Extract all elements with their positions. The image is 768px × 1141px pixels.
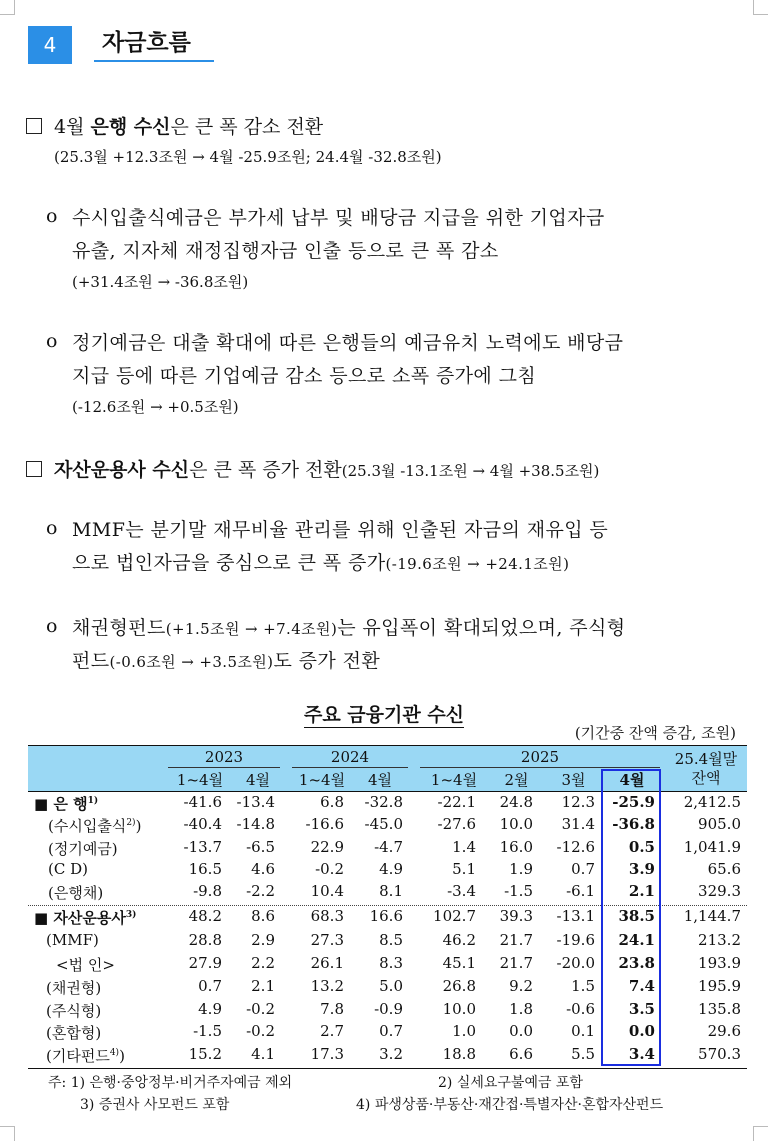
year-header: 2023 — [204, 748, 244, 766]
table-top-rule — [28, 745, 747, 746]
value-cell: 0.1 — [571, 1022, 595, 1040]
period-subheader: 4월 — [245, 771, 271, 789]
footnote-marker: 1) — [87, 796, 99, 806]
row-label-text: ■ 자산운용사 — [34, 909, 126, 927]
year-header: 2025 — [520, 748, 560, 766]
row-label — [34, 907, 136, 928]
bold-text: 자산운용사 수신 — [54, 459, 190, 481]
value-cell: 1.4 — [452, 838, 476, 856]
value-cell: 22.9 — [310, 838, 344, 856]
value-cell: 48.2 — [188, 907, 222, 925]
bullet-text-line — [72, 613, 626, 640]
value-cell: 0.0 — [509, 1022, 533, 1040]
value-cell: 3.9 — [628, 860, 655, 878]
row-label-text: (C D) — [48, 860, 88, 878]
bullet-sub-figures: (-12.6조원 → +0.5조원) — [72, 398, 239, 416]
value-cell: 9.2 — [509, 977, 533, 995]
value-cell: 21.7 — [499, 931, 533, 949]
value-cell: 2.2 — [251, 954, 275, 972]
value-cell: 5.1 — [452, 860, 476, 878]
period-subheader: 1~4월 — [176, 771, 224, 789]
value-cell: 1.9 — [509, 860, 533, 878]
balance-cell: 2,412.5 — [683, 793, 741, 811]
value-cell: 8.6 — [251, 907, 275, 925]
value-cell: 16.0 — [499, 838, 533, 856]
footnote: 주: 1) 은행·중앙정부·비거주자예금 제외 — [48, 1075, 293, 1091]
value-cell: 1.5 — [571, 977, 595, 995]
table-title-text: 주요 금융기관 수신 — [303, 704, 465, 726]
period-subheader: 3월 — [561, 771, 586, 789]
row-label-text: (채권형) — [46, 979, 102, 997]
inline-figures: (-19.6조원 → +24.1조원) — [385, 555, 570, 573]
balance-header: 잔액 — [691, 769, 721, 787]
value-cell: 4.9 — [198, 1000, 222, 1018]
table-unit-note: (기간중 잔액 증감, 조원) — [574, 724, 736, 742]
value-cell: 27.9 — [188, 954, 222, 972]
value-cell: -45.0 — [364, 815, 403, 833]
inline-figures: (+1.5조원 → +7.4조원) — [165, 620, 338, 638]
value-cell: -40.4 — [183, 815, 222, 833]
value-cell: 39.3 — [499, 907, 533, 925]
value-cell: 3.2 — [379, 1045, 403, 1063]
paragraph-bank-deposits — [26, 112, 323, 139]
value-cell: 7.4 — [628, 977, 655, 995]
checkbox-bullet-icon — [26, 461, 42, 477]
value-cell: 12.3 — [561, 793, 595, 811]
bullet-text-line — [72, 548, 569, 575]
row-label-text: ) — [135, 817, 142, 835]
value-cell: 8.3 — [379, 954, 403, 972]
row-label-text: ) — [119, 1047, 125, 1065]
footnote-marker: 3) — [125, 910, 137, 920]
balance-cell: 1,041.9 — [683, 838, 741, 856]
page-corner-mark — [753, 0, 768, 15]
period-subheader: 1~4월 — [430, 771, 478, 789]
bullet-marker: o — [46, 615, 58, 637]
value-cell: -36.8 — [612, 815, 655, 833]
value-cell: 5.5 — [571, 1045, 595, 1063]
value-cell: -27.6 — [437, 815, 476, 833]
value-cell: 26.8 — [442, 977, 476, 995]
value-cell: -25.9 — [612, 793, 655, 811]
value-cell: -20.0 — [556, 954, 595, 972]
balance-cell: 193.9 — [698, 954, 741, 972]
value-cell: -13.7 — [183, 838, 222, 856]
balance-cell: 329.3 — [698, 882, 741, 900]
row-label — [46, 977, 101, 998]
row-label — [48, 838, 118, 859]
value-cell: -4.7 — [374, 838, 403, 856]
value-cell: 45.1 — [442, 954, 476, 972]
value-cell: 1.8 — [509, 1000, 533, 1018]
text: 은 큰 폭 증가 전환 — [189, 459, 342, 481]
row-label-text: (수시입출식 — [48, 817, 127, 835]
value-cell: 23.8 — [618, 954, 655, 972]
footnote: 4) 파생상품·부동산·재간접·특별자산·혼합자산펀드 — [356, 1097, 664, 1113]
value-cell: 3.4 — [628, 1045, 655, 1063]
row-label-text: (MMF) — [46, 931, 99, 949]
value-cell: -3.4 — [447, 882, 476, 900]
value-cell: 10.4 — [310, 882, 344, 900]
value-cell: 17.3 — [310, 1045, 344, 1063]
paragraph-asset-managers — [26, 455, 599, 482]
bullet-marker: o — [46, 205, 58, 227]
value-cell: 102.7 — [433, 907, 476, 925]
value-cell: -12.6 — [556, 838, 595, 856]
checkbox-bullet-icon — [26, 118, 42, 134]
value-cell: -9.8 — [193, 882, 222, 900]
row-label — [46, 1000, 101, 1021]
footnote: 2) 실세요구불예금 포함 — [438, 1075, 583, 1091]
value-cell: 26.1 — [310, 954, 344, 972]
value-cell: 68.3 — [310, 907, 344, 925]
text: 4월 — [54, 116, 91, 138]
year-underline — [292, 767, 408, 768]
bold-text: 은행 수신 — [90, 116, 171, 138]
value-cell: 0.5 — [628, 838, 655, 856]
bullet-text-line: 수시입출식예금은 부가세 납부 및 배당금 지급을 위한 기업자금 — [72, 207, 605, 229]
value-cell: 6.8 — [320, 793, 344, 811]
value-cell: -13.1 — [556, 907, 595, 925]
row-label — [48, 882, 103, 903]
value-cell: 8.1 — [379, 882, 403, 900]
value-cell: 27.3 — [310, 931, 344, 949]
balance-cell: 213.2 — [698, 931, 741, 949]
balance-cell: 29.6 — [707, 1022, 741, 1040]
value-cell: 1.0 — [452, 1022, 476, 1040]
row-label — [46, 931, 99, 949]
bullet-text-line: 유출, 지자체 재정집행자금 인출 등으로 큰 폭 감소 — [72, 240, 499, 262]
value-cell: 10.0 — [499, 815, 533, 833]
text: 으로 법인자금을 중심으로 큰 폭 증가 — [72, 552, 386, 574]
value-cell: 8.5 — [379, 931, 403, 949]
row-label — [46, 1022, 101, 1043]
row-label-text: (혼합형) — [46, 1024, 102, 1042]
value-cell: 16.5 — [188, 860, 222, 878]
value-cell: 18.8 — [442, 1045, 476, 1063]
row-label-text: (기타펀드 — [46, 1047, 110, 1065]
period-subheader: 1~4월 — [298, 771, 346, 789]
balance-cell: 1,144.7 — [683, 907, 741, 925]
value-cell: 3.5 — [628, 1000, 655, 1018]
page-corner-mark — [0, 0, 15, 15]
value-cell: 4.9 — [379, 860, 403, 878]
bullet-marker: o — [46, 330, 58, 352]
value-cell: 31.4 — [561, 815, 595, 833]
bullet-text-line — [72, 646, 380, 673]
section-number-badge: 4 — [28, 26, 72, 64]
value-cell: 4.6 — [251, 860, 275, 878]
paragraph-sub-figures: (25.3월 +12.3조원 → 4월 -25.9조원; 24.4월 -32.8조원) — [54, 148, 442, 166]
table-bottom-rule — [28, 1068, 747, 1069]
year-underline — [168, 767, 280, 768]
period-subheader: 4월 — [367, 771, 393, 789]
value-cell: 0.7 — [379, 1022, 403, 1040]
value-cell: -22.1 — [437, 793, 476, 811]
value-cell: 0.0 — [628, 1022, 655, 1040]
value-cell: 4.1 — [251, 1045, 275, 1063]
value-cell: 16.6 — [369, 907, 403, 925]
value-cell: -0.9 — [374, 1000, 403, 1018]
value-cell: 6.6 — [509, 1045, 533, 1063]
value-cell: 10.0 — [442, 1000, 476, 1018]
footnote-marker: 4) — [109, 1048, 120, 1058]
bullet-text-line: MMF는 분기말 재무비율 관리를 위해 인출된 자금의 재유입 등 — [72, 519, 609, 541]
value-cell: 28.8 — [188, 931, 222, 949]
row-label — [48, 815, 141, 836]
value-cell: 24.8 — [499, 793, 533, 811]
text: 은 큰 폭 감소 전환 — [170, 116, 324, 138]
period-subheader: 4월 — [619, 771, 645, 789]
period-subheader: 2월 — [504, 771, 529, 789]
value-cell: 21.7 — [499, 954, 533, 972]
row-label-text: ■ 은 행 — [34, 795, 88, 813]
text: 도 증가 전환 — [273, 650, 381, 672]
balance-header: 25.4월말 — [674, 750, 738, 768]
value-cell: 2.1 — [251, 977, 275, 995]
value-cell: -0.6 — [566, 1000, 595, 1018]
value-cell: 15.2 — [188, 1045, 222, 1063]
balance-cell: 905.0 — [698, 815, 741, 833]
row-label — [56, 954, 115, 975]
value-cell: -0.2 — [246, 1000, 275, 1018]
row-label-text: (정기예금) — [48, 840, 118, 858]
inline-figures: (-0.6조원 → +3.5조원) — [109, 653, 274, 671]
value-cell: -2.2 — [246, 882, 275, 900]
value-cell: 7.8 — [320, 1000, 344, 1018]
row-label — [46, 1045, 125, 1066]
value-cell: -19.6 — [556, 931, 595, 949]
value-cell: 2.1 — [628, 882, 655, 900]
year-header: 2024 — [330, 748, 370, 766]
row-label — [34, 793, 98, 814]
april-column-highlight — [601, 769, 661, 1066]
section-title: 자금흐름 — [94, 24, 214, 62]
value-cell: -1.5 — [193, 1022, 222, 1040]
footnote-marker: 2) — [126, 818, 136, 828]
value-cell: -0.2 — [315, 860, 344, 878]
value-cell: -1.5 — [504, 882, 533, 900]
balance-cell: 135.8 — [698, 1000, 741, 1018]
value-cell: -6.5 — [246, 838, 275, 856]
bullet-text-line: 지급 등에 따른 기업예금 감소 등으로 소폭 증가에 그침 — [72, 365, 537, 387]
value-cell: 2.9 — [251, 931, 275, 949]
row-label — [48, 860, 88, 878]
value-cell: -16.6 — [305, 815, 344, 833]
inline-figures: (25.3월 -13.1조원 → 4월 +38.5조원) — [341, 462, 600, 480]
value-cell: -41.6 — [183, 793, 222, 811]
value-cell: -14.8 — [236, 815, 275, 833]
bullet-marker: o — [46, 517, 58, 539]
value-cell: -13.4 — [236, 793, 275, 811]
value-cell: 46.2 — [442, 931, 476, 949]
value-cell: 38.5 — [618, 907, 655, 925]
footnote: 3) 증권사 사모펀드 포함 — [80, 1097, 230, 1113]
row-label-text: <법 인> — [56, 956, 115, 974]
year-underline — [420, 767, 660, 768]
balance-cell: 195.9 — [698, 977, 741, 995]
row-label-text: (은행채) — [48, 884, 104, 902]
bullet-text-line: 정기예금은 대출 확대에 따른 은행들의 예금유치 노력에도 배당금 — [72, 332, 624, 354]
page-corner-mark — [753, 1126, 768, 1141]
value-cell: 13.2 — [310, 977, 344, 995]
value-cell: 0.7 — [198, 977, 222, 995]
balance-cell: 570.3 — [698, 1045, 741, 1063]
value-cell: 5.0 — [379, 977, 403, 995]
text: 는 유입폭이 확대되었으며, 주식형 — [337, 617, 626, 639]
value-cell: -6.1 — [566, 882, 595, 900]
value-cell: 0.7 — [571, 860, 595, 878]
value-cell: -32.8 — [364, 793, 403, 811]
bullet-sub-figures: (+31.4조원 → -36.8조원) — [72, 273, 249, 291]
value-cell: 2.7 — [320, 1022, 344, 1040]
text: 펀드 — [72, 650, 110, 672]
balance-cell: 65.6 — [707, 860, 741, 878]
text: 채권형펀드 — [72, 617, 166, 639]
row-label-text: (주식형) — [46, 1002, 102, 1020]
value-cell: 24.1 — [618, 931, 655, 949]
value-cell: -0.2 — [246, 1022, 275, 1040]
page-corner-mark — [0, 1126, 15, 1141]
